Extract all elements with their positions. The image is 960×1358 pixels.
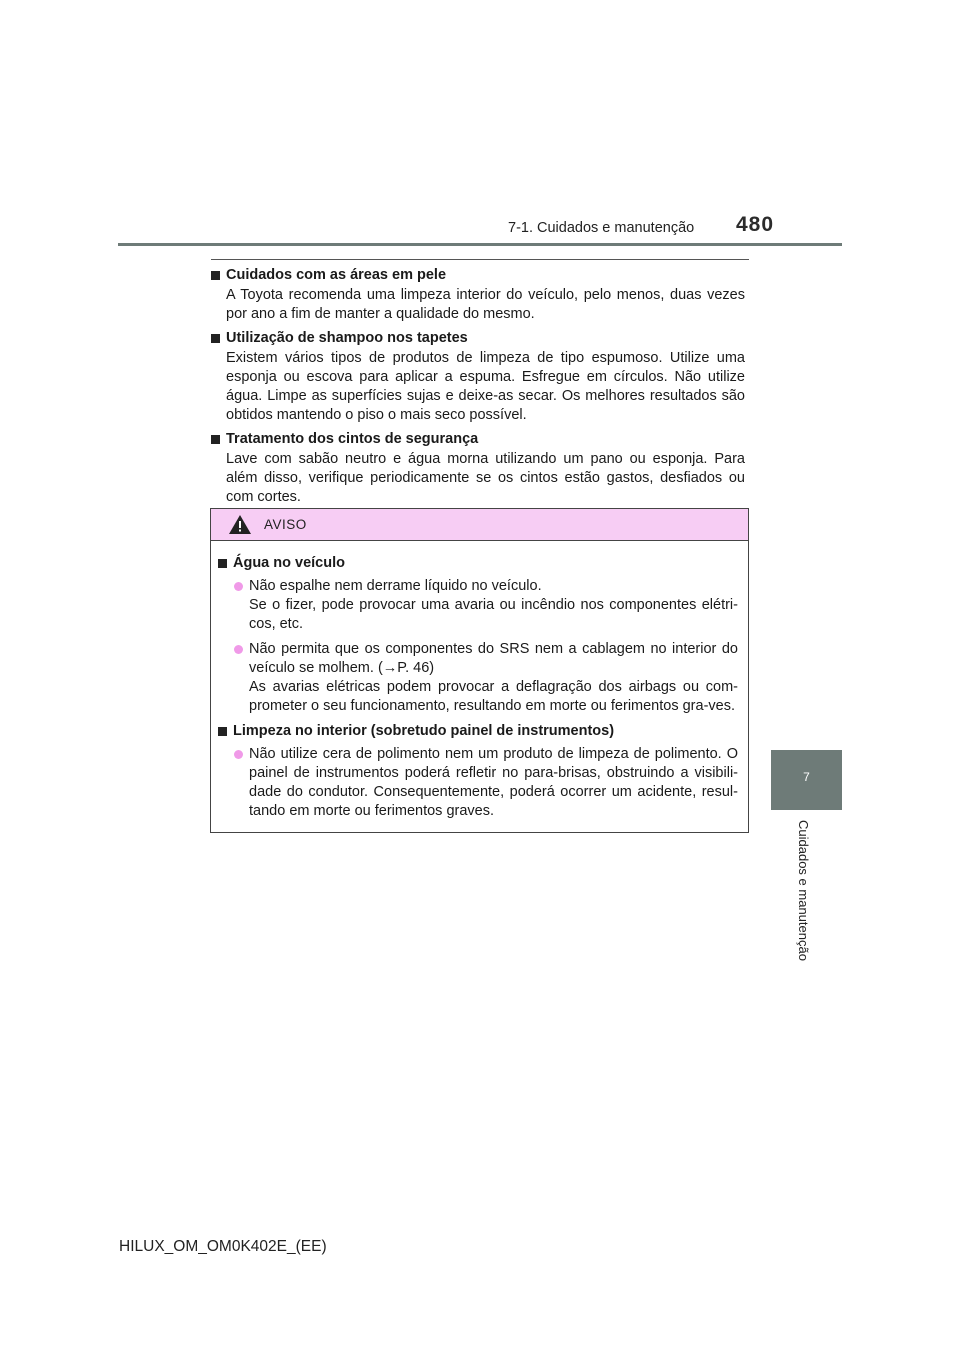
warning-section: [218, 554, 738, 716]
warning-line: Não permita que os componentes do SRS nem a cablagem no interior do veículo se molhem. (→P. 46): [249, 641, 738, 676]
round-bullet-icon: [234, 750, 243, 759]
topic-title: Cuidados com as áreas em pele: [226, 267, 447, 283]
square-bullet-icon: [211, 271, 220, 280]
warning-item: [218, 577, 738, 634]
warning-section-title: Água no veículo: [233, 555, 345, 571]
warning-box: [210, 508, 749, 833]
header-section-title: 7-1. Cuidados e manutenção: [508, 220, 695, 236]
warning-item: [218, 640, 738, 716]
topic: [211, 266, 745, 324]
section-divider: [211, 259, 749, 260]
warning-label: AVISO: [264, 517, 307, 532]
warning-triangle-icon: [228, 514, 252, 535]
square-bullet-icon: [211, 334, 220, 343]
topic-body: Lave com sabão neutro e água morna utilizando um pano ou esponja. Para além disso, verifique periodicamente se os cintos estão gastos, desfiados ou com cortes.: [226, 451, 745, 505]
square-bullet-icon: [218, 559, 227, 568]
warning-header: [211, 509, 748, 541]
square-bullet-icon: [211, 435, 220, 444]
warning-line: Se o fizer, pode provocar uma avaria ou incêndio nos componentes elétri-cos, etc.: [249, 597, 738, 632]
topic: [211, 430, 745, 507]
topic-title: Tratamento dos cintos de segurança: [226, 431, 479, 447]
square-bullet-icon: [218, 727, 227, 736]
warning-section: [218, 722, 738, 821]
warning-item: [218, 745, 738, 821]
round-bullet-icon: [234, 582, 243, 591]
warning-body: [211, 541, 748, 821]
warning-line: As avarias elétricas podem provocar a deflagração dos airbags ou com-prometer o seu funcionamento, resultando em morte ou ferimentos gra-ves.: [249, 679, 738, 714]
round-bullet-icon: [234, 645, 243, 654]
topic-body: Existem vários tipos de produtos de limpeza de tipo espumoso. Utilize uma esponja ou escova para aplicar a espuma. Esfregue em círculos. Não utilize água. Limpe as superfícies sujas e deixe-as secar. Os melhores resultados são obtidos mantendo o piso o mais seco possível.: [226, 350, 745, 423]
header-divider: [118, 243, 842, 246]
page-number: 480: [736, 213, 775, 236]
topic-body: A Toyota recomenda uma limpeza interior do veículo, pelo menos, duas vezes por ano a fim de manter a qualidade do mesmo.: [226, 287, 745, 322]
document-code-footer: HILUX_OM_OM0K402E_(EE): [119, 1238, 327, 1255]
chapter-label: Cuidados e manutenção: [796, 820, 811, 961]
warning-section-title: Limpeza no interior (sobretudo painel de instrumentos): [233, 723, 615, 739]
topic: [211, 329, 745, 425]
chapter-number: 7: [803, 770, 810, 784]
warning-line: Não espalhe nem derrame líquido no veículo.: [249, 578, 542, 594]
topic-title: Utilização de shampoo nos tapetes: [226, 330, 468, 346]
main-content: [211, 266, 745, 512]
chapter-tab: [771, 750, 842, 810]
warning-line: Não utilize cera de polimento nem um produto de limpeza de polimento. O painel de instrumentos poderá refletir no para-brisas, obstruindo a visibili-dade do condutor. Consequentemente, poderá ocorrer um acidente, resul-tando em morte ou ferimentos graves.: [249, 746, 738, 819]
